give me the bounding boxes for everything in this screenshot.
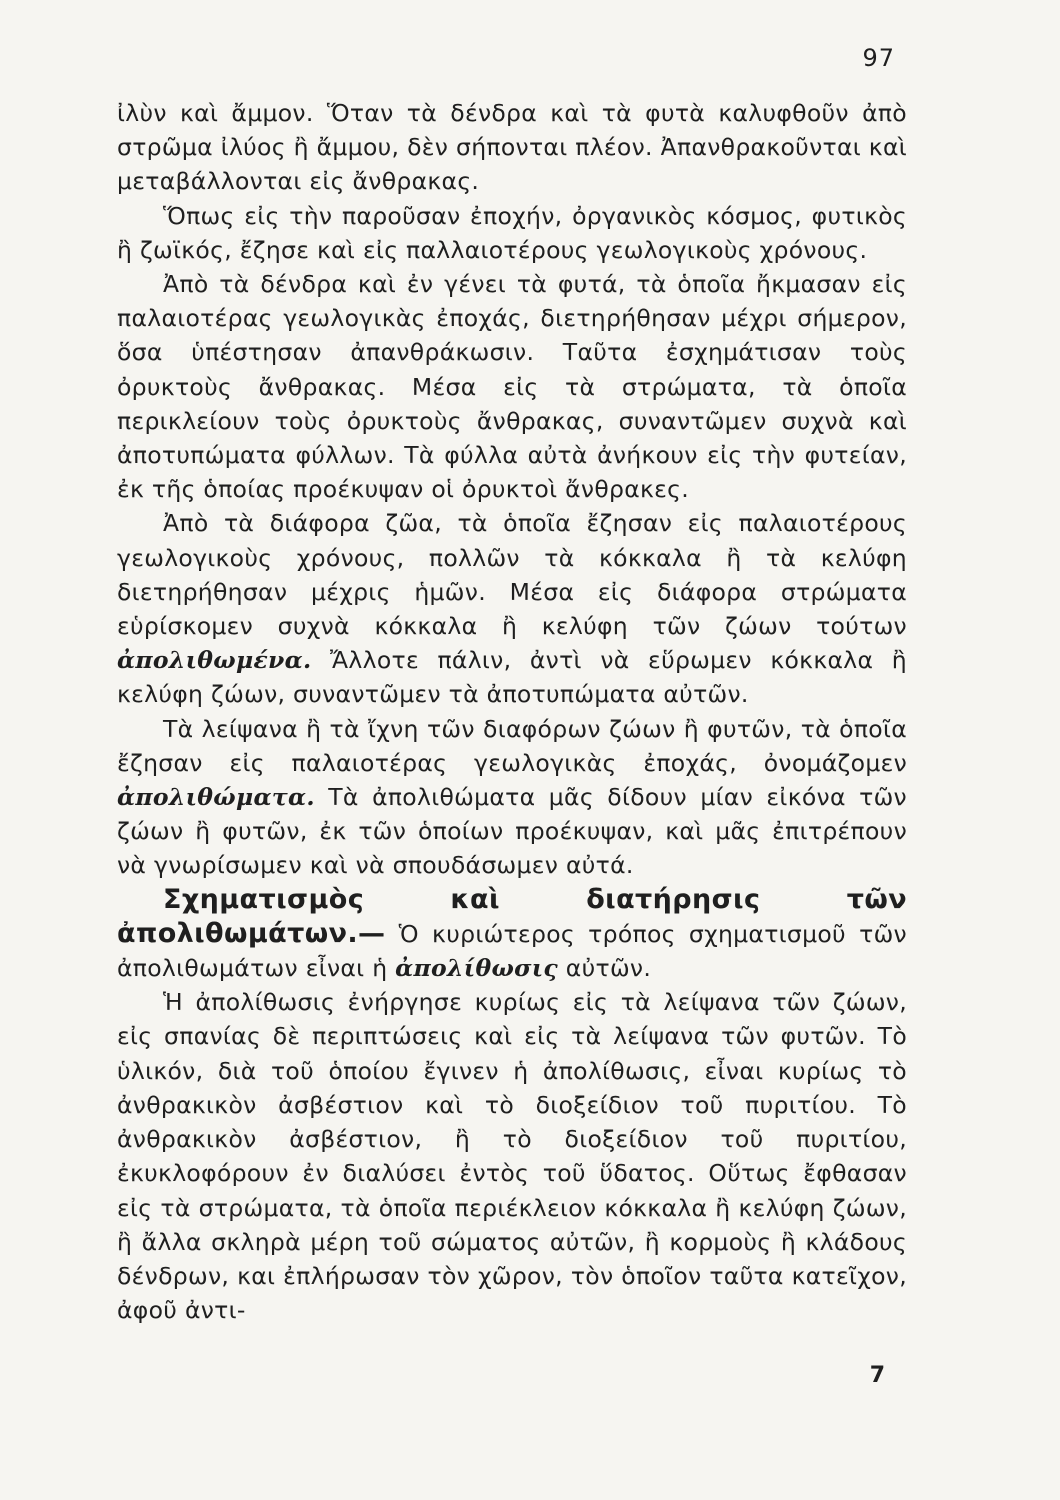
paragraph-4 — [117, 506, 907, 711]
paragraph-3 — [117, 267, 907, 506]
text-run: Τὰ λείψανα ἢ τὰ ἴχνη τῶν διαφόρων ζώων ἢ φυτῶν, τὰ ὁποῖα ἔζησαν εἰς παλαιοτέρας γεωλογικὰς ἐποχάς, ὀνομάζομεν — [117, 714, 907, 777]
page-number: 97 — [862, 44, 895, 72]
body-text — [117, 96, 907, 1327]
text-run: ἰλὺν καὶ ἄμμον. Ὅταν τὰ δένδρα καὶ τὰ φυτὰ καλυφθοῦν ἀπὸ στρῶμα ἰλύος ἢ ἄμμου, δὲν σήπονται πλέον. Ἀπανθρακοῦνται καὶ μεταβάλλονται εἰς ἄνθρακας. — [117, 99, 907, 196]
text-run: Ἄλλοτε πάλιν, ἀντὶ νὰ εὕρωμεν κόκκαλα ἢ κελύφη ζώων, συναντῶμεν τὰ ἀποτυπώματα αὐτῶν. — [117, 646, 907, 709]
text-run: Τὰ ἀπολιθώματα μᾶς δίδουν μίαν εἰκόνα τῶν ζώων ἢ φυτῶν, ἐκ τῶν ὁποίων προέκυψαν, καὶ μᾶς ἐπιτρέπουν νὰ γνωρίσωμεν καὶ νὰ σπουδάσωμεν αὐτά. — [117, 783, 907, 880]
text-run: Ὁ κυριώτερος τρόπος σχηματισμοῦ τῶν ἀπολιθωμάτων εἶναι ἡ — [117, 919, 907, 983]
emphasized-term: ἀπολίθωσις — [395, 954, 559, 983]
emphasized-term: ἀπολιθώματα. — [117, 783, 315, 812]
text-run: Ἡ ἀπολίθωσις ἐνήργησε κυρίως εἰς τὰ λείψανα τῶν ζώων, εἰς σπανίας δὲ περιπτώσεις καὶ εἰς τὰ λείψανα τῶν φυτῶν. Τὸ ὑλικόν, διὰ τοῦ ὁποίου ἔγινεν ἡ ἀπολίθωσις, εἶναι κυρίως τὸ ἀνθρακικὸν ἀσβέστιον καὶ τὸ διοξείδιον τοῦ πυριτίου. Τὸ ἀνθρακικὸν ἀσβέστιον, ἢ τὸ διοξείδιον τοῦ πυριτίου, ἐκυκλοφόρουν ἐν διαλύσει ἐντὸς τοῦ ὕδατος. Οὕτως ἔφθασαν εἰς τὰ στρώματα, τὰ ὁποῖα περιέκλειον κόκκαλα ἢ κελύφη ζώων, ἢ ἄλλα σκληρὰ μέρη τοῦ σώματος αὐτῶν, ἢ κορμοὺς ἢ κλάδους δένδρων, και ἐπλήρωσαν τὸν χῶρον, τὸν ὁποῖον ταῦτα κατεῖχον, ἀφοῦ ἀντι- — [117, 988, 907, 1325]
paragraph-1 — [117, 96, 907, 199]
printer-signature-mark: 7 — [869, 1363, 885, 1388]
text-run: Ὅπως εἰς τὴν παροῦσαν ἐποχήν, ὀργανικὸς κόσμος, φυτικὸς ἢ ζωϊκός, ἔζησε καὶ εἰς παλλαιοτέρους γεωλογικοὺς χρόνους. — [117, 201, 907, 264]
paragraph-7 — [117, 985, 907, 1327]
text-run: Ἀπὸ τὰ δένδρα καὶ ἐν γένει τὰ φυτά, τὰ ὁποῖα ἤκμασαν εἰς παλαιοτέρας γεωλογικὰς ἐποχάς, διετηρήθησαν μέχρι σήμερον, ὅσα ὑπέστησαν ἀπανθράκωσιν. Ταῦτα ἐσχημάτισαν τοὺς ὀρυκτοὺς ἄνθρακας. Μέσα εἰς τὰ στρώματα, τὰ ὁποῖα περικλείουν τοὺς ὀρυκτοὺς ἄνθρακας, συναντῶμεν συχνὰ καὶ ἀποτυπώματα φύλλων. Τὰ φύλλα αὐτὰ ἀνήκουν εἰς τὴν φυτείαν, ἐκ τῆς ὁποίας προέκυψαν οἱ ὀρυκτοὶ ἄνθρακες. — [117, 270, 907, 504]
emphasized-term: ἀπολιθωμένα. — [117, 646, 312, 675]
text-run: Ἀπὸ τὰ διάφορα ζῶα, τὰ ὁποῖα ἔζησαν εἰς παλαιοτέρους γεωλογικοὺς χρόνους, πολλῶν τὰ κόκκαλα ἢ τὰ κελύφη διετηρήθησαν μέχρις ἡμῶν. Μέσα εἰς διάφορα στρώματα εὑρίσκομεν συχνὰ κόκκαλα ἢ κελύφη τῶν ζώων τούτων — [117, 509, 907, 641]
paragraph-5 — [117, 712, 907, 883]
text-run: αὐτῶν. — [558, 954, 652, 983]
section-heading: Σχηματισμὸς καὶ διατήρησις τῶν ἀπολιθωμάτων.— — [117, 883, 907, 949]
paragraph-6 — [117, 883, 907, 986]
paragraph-2 — [117, 199, 907, 267]
